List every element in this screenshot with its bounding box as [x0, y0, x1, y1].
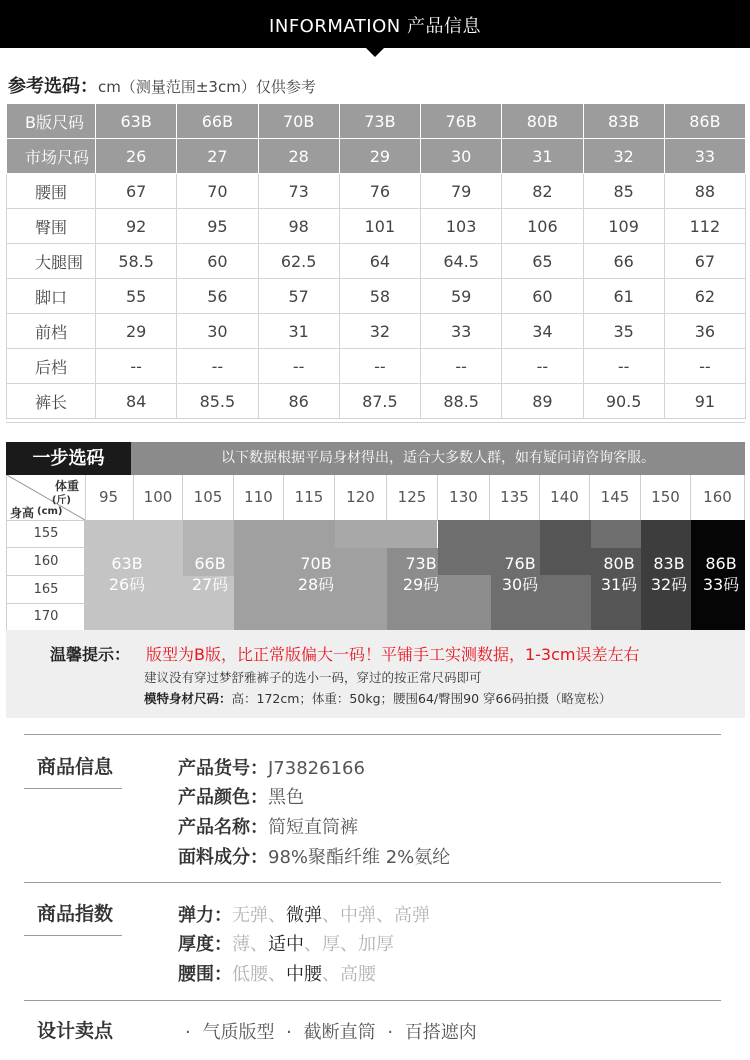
divider: [24, 788, 122, 789]
weight-header: 115: [284, 475, 335, 521]
index-key: 弹力：: [178, 905, 232, 926]
table-cell: 36: [664, 314, 745, 349]
divider: [6, 422, 745, 423]
size-block: [335, 548, 387, 631]
table-cell: 34: [502, 314, 583, 349]
table-cell: 95: [177, 209, 258, 244]
table-cell: --: [339, 349, 420, 384]
table-row: [7, 174, 746, 209]
height-header: 160: [6, 548, 86, 576]
table-cell: 84: [96, 384, 177, 419]
size-block-label: [398, 553, 444, 595]
weight-header: 145: [590, 475, 641, 521]
table-cell: 66: [583, 244, 664, 279]
table-row: [7, 384, 746, 419]
table-cell: 88: [664, 174, 745, 209]
block-market-size: 33码: [702, 575, 740, 594]
table-cell: 76: [339, 174, 420, 209]
table-cell: --: [583, 349, 664, 384]
info-item: 面料成分：98%聚酯纤维 2%氨纶: [178, 847, 451, 868]
index-option: 适中: [268, 934, 304, 955]
index-option: 厚: [322, 934, 340, 955]
weight-header: 140: [540, 475, 590, 521]
size-table: [6, 103, 746, 419]
height-label: 身高: [10, 506, 35, 520]
table-cell: 29: [96, 314, 177, 349]
table-cell: 90.5: [583, 384, 664, 419]
block-market-size: 32码: [650, 575, 688, 594]
block-b-size: 76B: [504, 554, 536, 573]
weight-header: 95: [84, 475, 134, 521]
index-option: 无弹: [232, 905, 268, 926]
index-option: 低腰: [232, 964, 268, 985]
index-option: 中腰: [286, 964, 322, 985]
weight-header: 120: [335, 475, 387, 521]
table-cell: 57: [258, 279, 339, 314]
block-b-size: 86B: [705, 554, 737, 573]
divider: [24, 935, 122, 936]
tips-box: [6, 630, 745, 718]
size-block-label: [293, 553, 339, 595]
table-cell: 79: [421, 174, 502, 209]
reference-note: cm（测量范围±3cm）仅供参考: [98, 78, 316, 96]
block-b-size: 73B: [405, 554, 437, 573]
table-cell: 29: [339, 139, 420, 174]
block-b-size: 63B: [111, 554, 143, 573]
reference-label: 参考选码：: [8, 76, 98, 97]
divider: [24, 734, 721, 735]
size-block-label: [698, 553, 744, 595]
table-cell: 30: [177, 314, 258, 349]
block-b-size: 83B: [653, 554, 685, 573]
weight-header: 160: [691, 475, 745, 521]
table-cell: 31: [258, 314, 339, 349]
info-item: 产品颜色：黑色: [178, 787, 304, 808]
table-cell: --: [502, 349, 583, 384]
index-row: 弹力：无弹、微弹、中弹、高弹: [178, 905, 430, 926]
size-block: [591, 520, 641, 548]
table-row: [7, 279, 746, 314]
block-b-size: 66B: [194, 554, 226, 573]
table-cell: 76B: [421, 104, 502, 139]
table-cell: 66B: [177, 104, 258, 139]
row-label: 大腿围: [7, 244, 96, 279]
size-block-label: [104, 553, 150, 595]
step-note: 以下数据根据平局身材得出，适合大多数人群，如有疑问请咨询客服。: [131, 442, 745, 475]
size-block: [438, 575, 491, 631]
weight-label: 体重: [54, 479, 79, 493]
table-cell: --: [664, 349, 745, 384]
table-cell: 82: [502, 174, 583, 209]
table-cell: 86: [258, 384, 339, 419]
index-option: 微弹: [286, 905, 322, 926]
size-block-label: [497, 553, 543, 595]
tips-title: 温馨提示：: [50, 645, 131, 664]
size-block-label: [596, 553, 642, 595]
table-cell: 86B: [664, 104, 745, 139]
weight-header: 130: [438, 475, 490, 521]
table-cell: 91: [664, 384, 745, 419]
table-row: [7, 104, 746, 139]
weight-header: 105: [183, 475, 234, 521]
table-cell: 63B: [96, 104, 177, 139]
block-market-size: 28码: [297, 575, 335, 594]
index-key: 腰围：: [178, 964, 232, 985]
table-cell: 59: [421, 279, 502, 314]
table-cell: 89: [502, 384, 583, 419]
weight-height-corner: [6, 475, 86, 521]
index-option: 中弹: [340, 905, 376, 926]
block-market-size: 31码: [600, 575, 638, 594]
table-cell: 64: [339, 244, 420, 279]
table-cell: 30: [421, 139, 502, 174]
tips-advice: 建议没有穿过梦舒雅裤子的选小一码，穿过的按正常尺码即可: [144, 670, 482, 685]
tips-model: [144, 689, 611, 707]
model-label: 模特身材尺码：: [144, 691, 232, 706]
table-cell: 56: [177, 279, 258, 314]
index-option: 加厚: [358, 934, 394, 955]
size-block-label: [646, 553, 692, 595]
table-cell: 55: [96, 279, 177, 314]
weight-header: 110: [234, 475, 284, 521]
banner: [0, 0, 750, 48]
table-cell: 58.5: [96, 244, 177, 279]
index-option: 薄: [232, 934, 250, 955]
index-option: 高弹: [394, 905, 430, 926]
table-row: [7, 139, 746, 174]
block-b-size: 70B: [300, 554, 332, 573]
table-cell: 60: [177, 244, 258, 279]
row-label: 市场尺码: [7, 139, 96, 174]
weight-header: 135: [490, 475, 540, 521]
table-cell: 27: [177, 139, 258, 174]
row-label: B版尺码: [7, 104, 96, 139]
table-cell: 88.5: [421, 384, 502, 419]
table-cell: 109: [583, 209, 664, 244]
banner-arrow-icon: [366, 48, 384, 57]
table-cell: 61: [583, 279, 664, 314]
table-cell: 98: [258, 209, 339, 244]
info-item: 产品货号：J73826166: [178, 758, 365, 779]
table-cell: 33: [421, 314, 502, 349]
size-block: [335, 520, 437, 548]
table-cell: 62: [664, 279, 745, 314]
info-title: 商品信息: [37, 756, 114, 778]
table-cell: 87.5: [339, 384, 420, 419]
row-label: 裤长: [7, 384, 96, 419]
reference-line: [8, 72, 316, 98]
step-title: 一步选码: [6, 442, 131, 475]
index-row: 腰围：低腰、中腰、高腰: [178, 964, 376, 985]
table-cell: 80B: [502, 104, 583, 139]
divider: [24, 882, 721, 883]
table-cell: 64.5: [421, 244, 502, 279]
index-option: 高腰: [340, 964, 376, 985]
weight-header: 125: [387, 475, 438, 521]
table-cell: 26: [96, 139, 177, 174]
weight-header: 150: [641, 475, 691, 521]
block-b-size: 80B: [603, 554, 635, 573]
index-title: 商品指数: [37, 903, 114, 925]
table-cell: 31: [502, 139, 583, 174]
info-item: 产品名称：简短直筒裤: [178, 817, 358, 838]
selling-points: · 气质版型 · 截断直筒 · 百搭遮肉: [185, 1022, 477, 1043]
weight-unit: (斤): [51, 495, 71, 506]
height-unit: (cm): [37, 506, 63, 517]
tips-warning: 版型为B版，比正常版偏大一码！平铺手工实测数据，1-3cm误差左右: [146, 645, 640, 664]
table-cell: 32: [339, 314, 420, 349]
height-header: 170: [6, 604, 86, 631]
table-cell: 28: [258, 139, 339, 174]
row-label: 臀围: [7, 209, 96, 244]
table-row: [7, 244, 746, 279]
banner-title: INFORMATION 产品信息: [269, 16, 481, 37]
table-row: [7, 209, 746, 244]
table-cell: 70: [177, 174, 258, 209]
table-cell: 106: [502, 209, 583, 244]
row-label: 后档: [7, 349, 96, 384]
block-market-size: 27码: [191, 575, 229, 594]
model-text: 高：172cm；体重：50kg；腰围64/臀围90 穿66码拍摄（略宽松）: [231, 691, 612, 706]
height-header: 155: [6, 520, 86, 548]
table-cell: 85.5: [177, 384, 258, 419]
row-label: 腰围: [7, 174, 96, 209]
block-market-size: 26码: [108, 575, 146, 594]
table-cell: 112: [664, 209, 745, 244]
table-cell: --: [421, 349, 502, 384]
weight-header: 100: [134, 475, 183, 521]
selling-title: 设计卖点: [37, 1020, 114, 1042]
size-block: [438, 520, 491, 575]
table-cell: 101: [339, 209, 420, 244]
table-cell: 62.5: [258, 244, 339, 279]
divider: [24, 1000, 721, 1001]
index-key: 厚度：: [178, 934, 232, 955]
table-cell: 60: [502, 279, 583, 314]
row-label: 前档: [7, 314, 96, 349]
table-cell: --: [96, 349, 177, 384]
row-label: 脚口: [7, 279, 96, 314]
table-cell: --: [258, 349, 339, 384]
table-cell: 65: [502, 244, 583, 279]
table-cell: --: [177, 349, 258, 384]
block-market-size: 30码: [501, 575, 539, 594]
table-cell: 73B: [339, 104, 420, 139]
table-cell: 32: [583, 139, 664, 174]
index-row: 厚度：薄、适中、厚、加厚: [178, 934, 394, 955]
size-block: [540, 520, 591, 575]
table-cell: 85: [583, 174, 664, 209]
table-cell: 92: [96, 209, 177, 244]
size-block-label: [187, 553, 233, 595]
table-cell: 35: [583, 314, 664, 349]
table-row: [7, 314, 746, 349]
table-cell: 67: [664, 244, 745, 279]
height-header: 165: [6, 576, 86, 604]
table-cell: 73: [258, 174, 339, 209]
table-cell: 103: [421, 209, 502, 244]
table-cell: 70B: [258, 104, 339, 139]
table-cell: 33: [664, 139, 745, 174]
block-market-size: 29码: [402, 575, 440, 594]
table-row: [7, 349, 746, 384]
table-cell: 83B: [583, 104, 664, 139]
table-cell: 58: [339, 279, 420, 314]
table-cell: 67: [96, 174, 177, 209]
